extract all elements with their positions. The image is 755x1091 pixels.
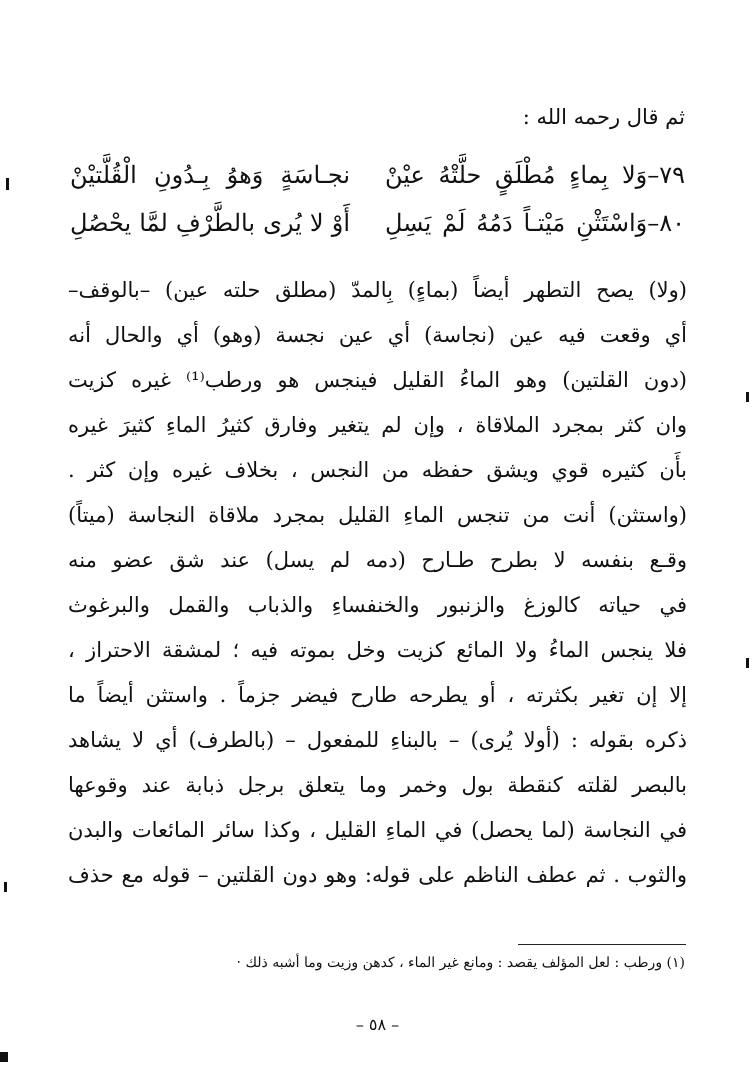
footnote-separator bbox=[518, 944, 686, 945]
intro-line: ثم قال رحمه الله : bbox=[522, 105, 685, 129]
verse-79 bbox=[70, 152, 685, 198]
scan-mark bbox=[746, 392, 749, 402]
commentary-line: (ولا) يصح التطهر أيضاً (بماءٍ) بِالمدّ (مطلق حلته عين) –بالوقف– bbox=[68, 278, 687, 302]
scan-mark bbox=[4, 882, 7, 892]
commentary-line: فلا ينجس الماءُ ولا المائع كزيت وخل بموته فيه ؛ لمشقة الاحتراز ، bbox=[68, 638, 687, 662]
verse-80-first-hemistich: ٨٠–وَاسْتَثْنِ مَيْتـاً دَمُهُ لَمْ يَسِلِ bbox=[385, 209, 685, 237]
commentary-line: ذكره بقوله : (أولا يُرى) – بالبناءِ للمفعول – (بالطرف) أي لا يشاهد bbox=[68, 728, 687, 752]
scan-mark bbox=[746, 658, 749, 668]
commentary-line: (واستثن) أنت من تنجس الماءِ القليل بمجرد ملاقاة النجاسة (ميتاً) bbox=[68, 503, 687, 527]
commentary-line: (دون القلتين) وهو الماءُ القليل فينجس هو ورطب⁽¹⁾ غيره كزيت bbox=[68, 368, 688, 392]
commentary-line: وان كثر بمجرد الملاقاة ، وإن لم يتغير وفارق كثيرُ الماءِ كثيرَ غيره bbox=[68, 413, 687, 437]
verse-80 bbox=[70, 200, 685, 246]
footnote: (١) ورطب : لعل المؤلف يقصد : ومانع غير الماء ، كدهن وزيت وما أشبه ذلك ‧ bbox=[236, 955, 685, 971]
commentary-line: بأَن كثيره قوي ويشق حفظه من النجس ، بخلاف غيره وإن كثر . bbox=[68, 458, 687, 482]
commentary-line: وقـع بنفسه لا بطرح طـارح (دمه لم يسل) عند شق عضو منه bbox=[68, 548, 687, 572]
commentary-body bbox=[68, 268, 687, 898]
commentary-line: والثوب . ثم عطف الناظم على قوله: وهو دون القلتين – قوله مع حذف bbox=[68, 863, 687, 887]
commentary-line: في النجاسة (لما يحصل) في الماءِ القليل ، وكذا سائر المائعات والبدن bbox=[68, 818, 687, 842]
commentary-line: أي وقعت فيه عين (نجاسة) أي عين نجسة (وهو) أي والحال أنه bbox=[68, 323, 687, 347]
verse-80-second-hemistich: أَوْ لا يُرى بالطَّرْفِ لمَّا يحْصُلِ bbox=[70, 209, 350, 237]
scan-mark bbox=[0, 1052, 8, 1062]
commentary-line: إلا إن تغير بكثرته ، أو يطرحه طارح فيضر جزماً . واستثن أيضاً ما bbox=[68, 683, 688, 707]
commentary-line: بالبصر لقلته كنقطة بول وخمر وما يتعلق برجل ذبابة عند وقوعها bbox=[68, 773, 687, 797]
page-number: – ٥٨ – bbox=[355, 1015, 400, 1034]
scan-mark bbox=[6, 178, 9, 190]
commentary-line: في حياته كالوزغ والزنبور والخنفساءِ والذباب والقمل والبرغوث bbox=[68, 593, 687, 617]
verse-79-first-hemistich: ٧٩–وَلا بِماءٍ مُطْلَقٍ حلَّتْهُ عيْنْ bbox=[385, 161, 685, 189]
verse-79-second-hemistich: نجـاسَةٍ وَهوُ بِـدُونِ الْقُلَّتيْنْ bbox=[70, 161, 350, 189]
